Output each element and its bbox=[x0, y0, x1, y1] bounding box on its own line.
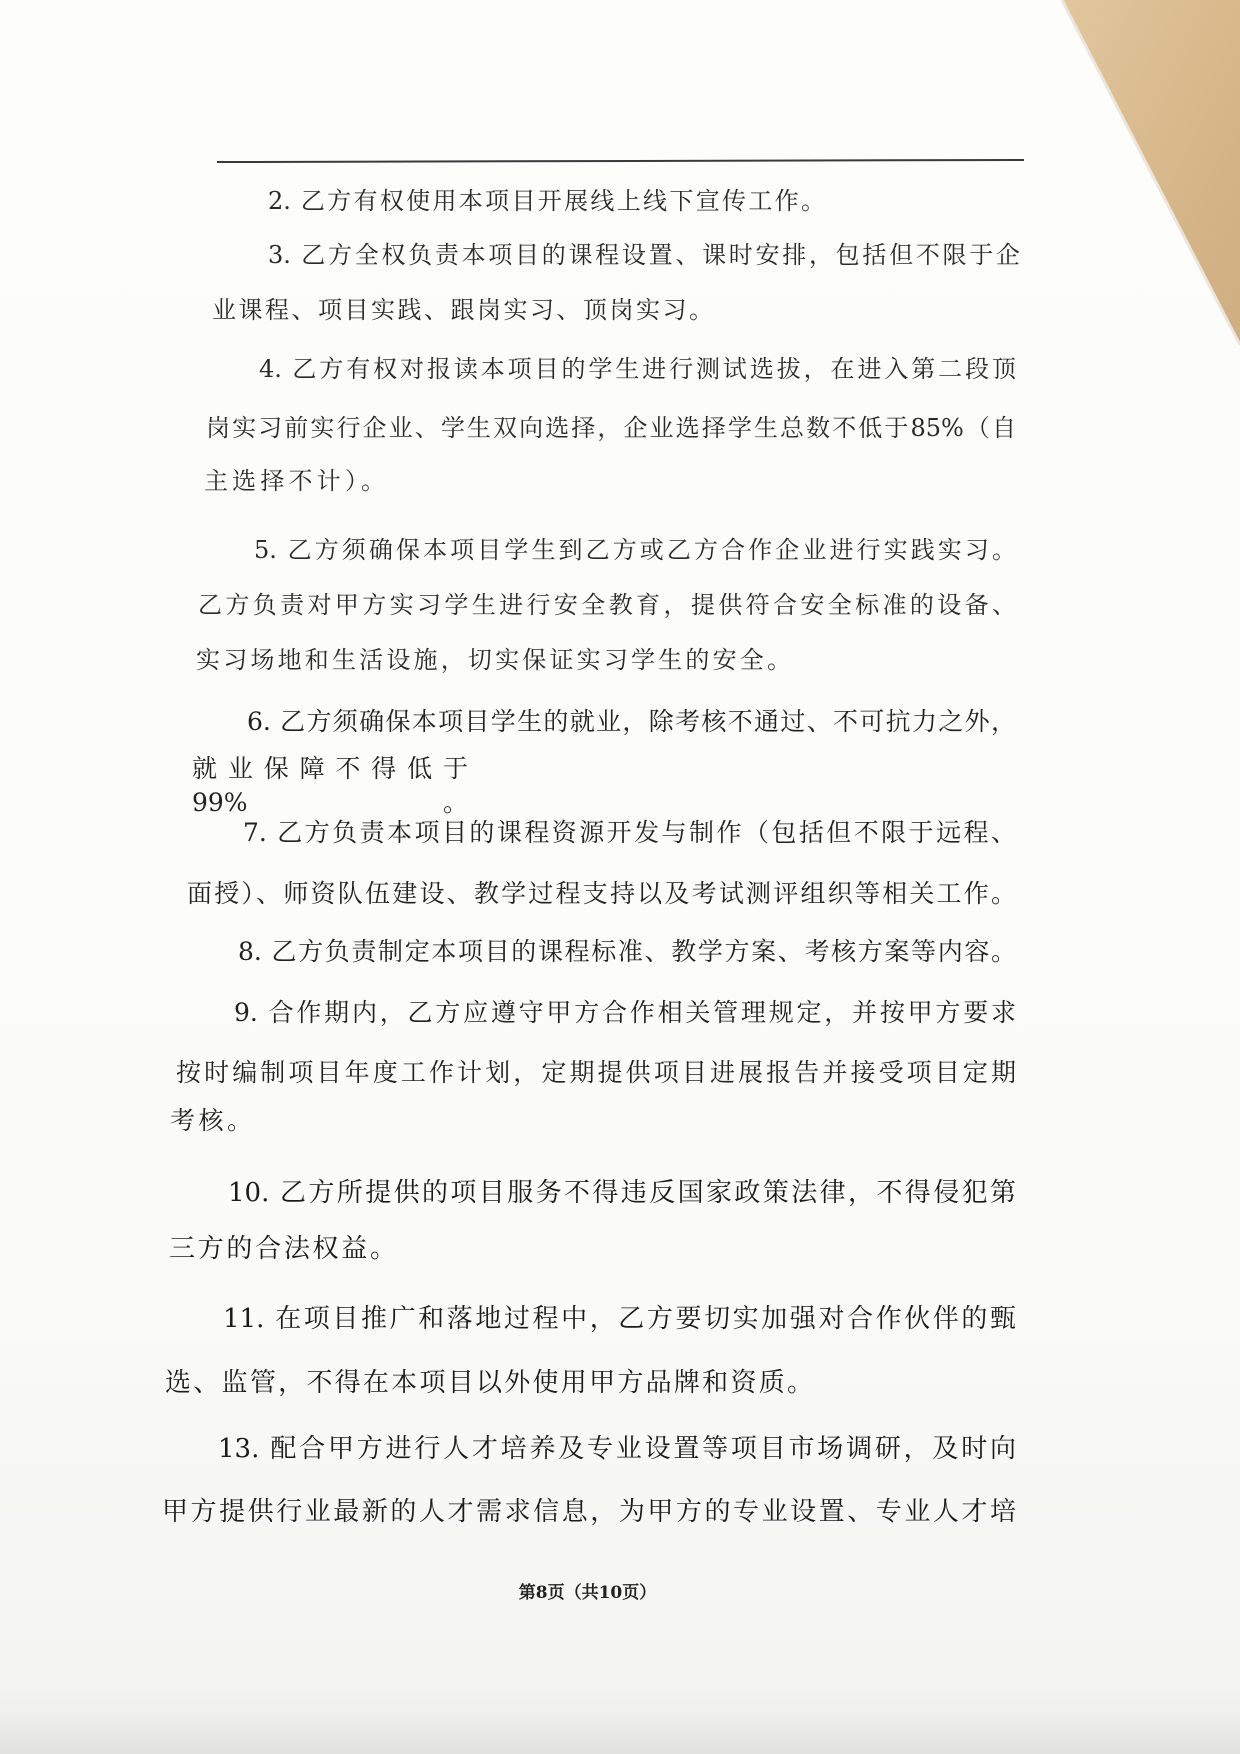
page-bottom-shadow bbox=[0, 1714, 1240, 1754]
clause-line: 8. 乙方负责制定本项目的课程标准、教学方案、考核方案等内容。 bbox=[238, 937, 1016, 966]
clause-line: 10. 乙方所提供的项目服务不得违反国家政策法律，不得侵犯第 bbox=[228, 1178, 1016, 1208]
page-number-footer: 第8页（共10页） bbox=[518, 1583, 657, 1603]
header-rule bbox=[217, 159, 1024, 163]
clause-line: 实习场地和生活设施，切实保证实习学生的安全。 bbox=[196, 646, 791, 674]
desk-wood-corner bbox=[1040, 0, 1240, 360]
clause-line: 岗实习前实行企业、学生双向选择，企业选择学生总数不低于85%（自 bbox=[206, 414, 1016, 442]
clause-line: 5. 乙方须确保本项目学生到乙方或乙方合作企业进行实践实习。 bbox=[254, 536, 1016, 564]
clause-line: 13. 配合甲方进行人才培养及专业设置等项目市场调研，及时向 bbox=[218, 1434, 1016, 1464]
clause-line: 11. 在项目推广和落地过程中，乙方要切实加强对合作伙伴的甄 bbox=[223, 1304, 1016, 1334]
clause-line: 甲方提供行业最新的人才需求信息，为甲方的专业设置、专业人才培 bbox=[162, 1497, 1016, 1527]
clause-line: 4. 乙方有权对报读本项目的学生进行测试选拔，在进入第二段顶 bbox=[259, 355, 1016, 383]
clause-line: 乙方负责对甲方实习学生进行安全教育，提供符合安全标准的设备、 bbox=[198, 591, 1016, 619]
clause-line: 就业保障不得低于99%。 bbox=[192, 754, 468, 817]
clause-line: 按时编制项目年度工作计划，定期提供项目进展报告并接受项目定期 bbox=[176, 1058, 1016, 1087]
clause-line: 2. 乙方有权使用本项目开展线上线下宣传工作。 bbox=[268, 187, 825, 215]
clause-line: 业课程、项目实践、跟岗实习、顶岗实习。 bbox=[212, 296, 713, 324]
clause-line: 3. 乙方全权负责本项目的课程设置、课时安排，包括但不限于企 bbox=[268, 241, 1020, 269]
clause-line: 选、监管，不得在本项目以外使用甲方品牌和资质。 bbox=[165, 1368, 813, 1398]
clause-line: 主选择不计）。 bbox=[204, 467, 385, 495]
clause-line: 9. 合作期内，乙方应遵守甲方合作相关管理规定，并按甲方要求 bbox=[234, 998, 1016, 1027]
clause-line: 6. 乙方须确保本项目学生的就业，除考核不通过、不可抗力之外， bbox=[247, 707, 1016, 736]
clause-line: 考核。 bbox=[170, 1106, 252, 1135]
clause-line: 面授）、师资队伍建设、教学过程支持以及考试测评组织等相关工作。 bbox=[187, 879, 1016, 908]
clause-line: 7. 乙方负责本项目的课程资源开发与制作（包括但不限于远程、 bbox=[243, 818, 1016, 847]
clause-line: 三方的合法权益。 bbox=[169, 1234, 396, 1264]
